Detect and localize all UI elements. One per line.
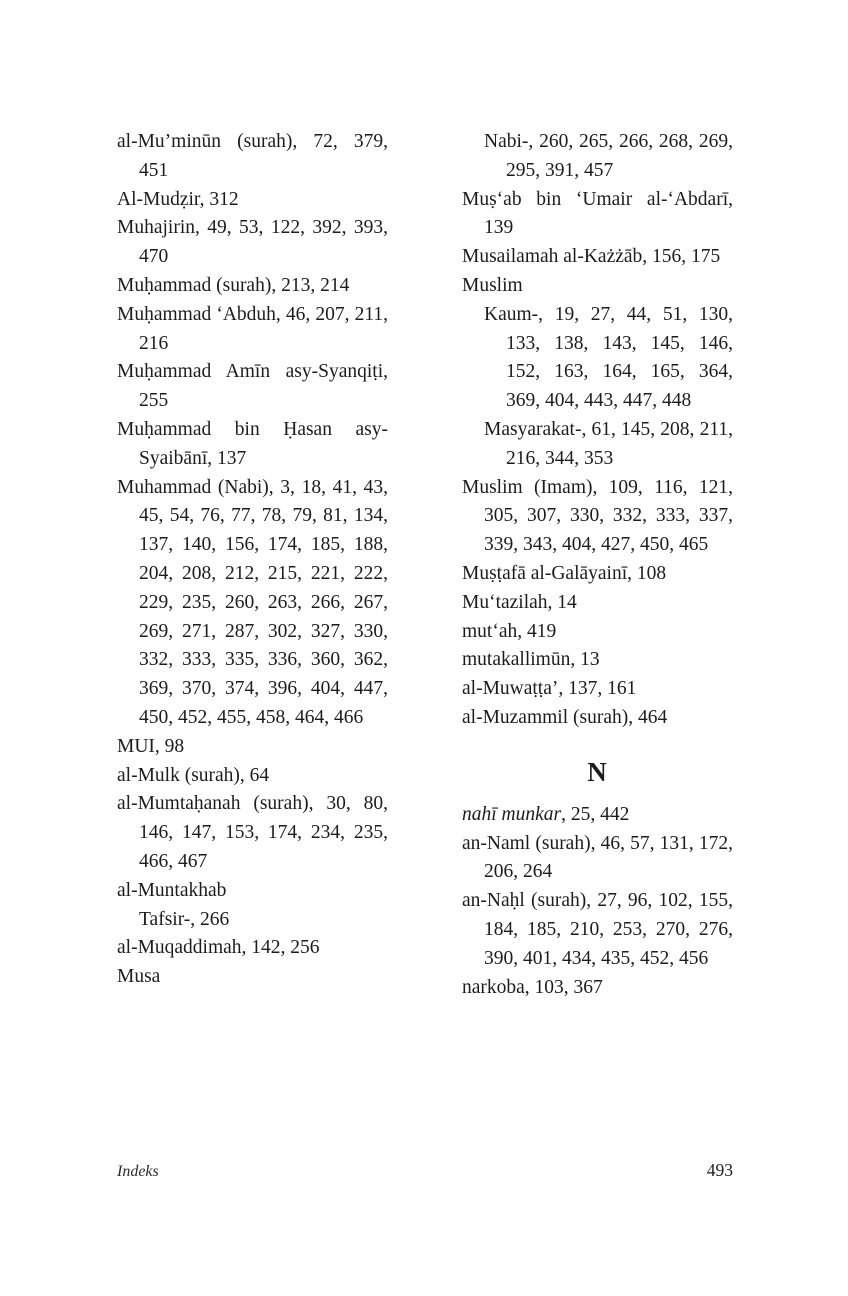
page-footer xyxy=(117,1160,733,1181)
index-entry: Muḥammad Amīn asy-Syanqiṭi, 255 xyxy=(117,361,388,412)
index-entry: narkoba, 103, 367 xyxy=(462,976,603,998)
index-entry: al-Muqaddimah, 142, 256 xyxy=(117,937,320,959)
index-entry: mut‘ah, 419 xyxy=(462,620,557,642)
index-entry: Muhammad (Nabi), 3, 18, 41, 43, 45, 54, 76, 77, 78, 79, 81, 134, 137, 140, 156, 174, 185, 188, 204, 208, 212, 215, 221, 222, 229, 235, 260, 263, 266, 267, 269, 271, 287, 302, 327, 330, 332, 333, 335, 336, 360, 362, 369, 370, 374, 396, 404, 447, 450, 452, 455, 458, 464, 466 xyxy=(117,476,388,728)
index-entry-pages: , 25, 442 xyxy=(561,803,630,825)
index-entry: Musailamah al-Każżāb, 156, 175 xyxy=(462,246,721,268)
index-entry: an-Naḥl (surah), 27, 96, 102, 155, 184, 185, 210, 253, 270, 276, 390, 401, 434, 435, 452, 456 xyxy=(462,890,733,969)
index-entry: Muḥammad ‘Abduh, 46, 207, 211, 216 xyxy=(117,303,388,354)
index-entry: Muṣṭafā al-Galāyainī, 108 xyxy=(462,562,667,584)
index-entry: al-Muzammil (surah), 464 xyxy=(462,706,668,728)
index-entry: an-Naml (surah), 46, 57, 131, 172, 206, 264 xyxy=(462,832,733,883)
footer-page-number: 493 xyxy=(706,1160,733,1180)
index-entry: Muhajirin, 49, 53, 122, 392, 393, 470 xyxy=(117,217,388,268)
index-entry: al-Mu’minūn (surah), 72, 379, 451 xyxy=(117,131,388,181)
index-entry: mutakallimūn, 13 xyxy=(462,649,600,671)
index-subentry: Masyarakat-, 61, 145, 208, 211, 216, 344, 353 xyxy=(484,418,733,469)
index-entry: Muḥammad (surah), 213, 214 xyxy=(117,274,350,296)
index-entry: al-Muntakhab xyxy=(117,879,227,901)
index-entry: Musa xyxy=(117,966,161,988)
index-columns xyxy=(117,128,733,1002)
index-column-right xyxy=(462,128,733,1002)
index-entry: al-Mumtaḥanah (surah), 30, 80, 146, 147, 153, 174, 234, 235, 466, 467 xyxy=(117,793,388,872)
index-subentry: Nabi-, 260, 265, 266, 268, 269, 295, 391, 457 xyxy=(484,131,733,181)
index-entry: al-Mulk (surah), 64 xyxy=(117,764,270,786)
index-entry: Muslim xyxy=(462,274,523,296)
index-entry: al-Muwaṭṭa’, 137, 161 xyxy=(462,678,637,700)
index-entry: Muṣ‘ab bin ‘Umair al-‘Abdarī, 139 xyxy=(462,188,733,239)
section-heading-letter: N xyxy=(587,756,608,787)
index-entry: Muḥammad bin Ḥasan asy-Syaibānī, 137 xyxy=(117,418,388,469)
index-term-italic: nahī munkar xyxy=(462,803,562,825)
footer-section-label: Indeks xyxy=(117,1163,159,1180)
index-entry: Mu‘tazilah, 14 xyxy=(462,591,577,613)
index-subentry: Tafsir-, 266 xyxy=(139,908,230,930)
index-subentry: Kaum-, 19, 27, 44, 51, 130, 133, 138, 143, 145, 146, 152, 163, 164, 165, 364, 369, 404, 443, 447, 448 xyxy=(484,303,733,412)
index-entry: Al-Mudẓir, 312 xyxy=(117,188,239,210)
index-entry: Muslim (Imam), 109, 116, 121, 305, 307, 330, 332, 333, 337, 339, 343, 404, 427, 450, 465 xyxy=(462,476,733,556)
index-entry: MUI, 98 xyxy=(117,735,185,757)
index-column-left xyxy=(117,128,388,992)
index-entry xyxy=(462,801,733,830)
